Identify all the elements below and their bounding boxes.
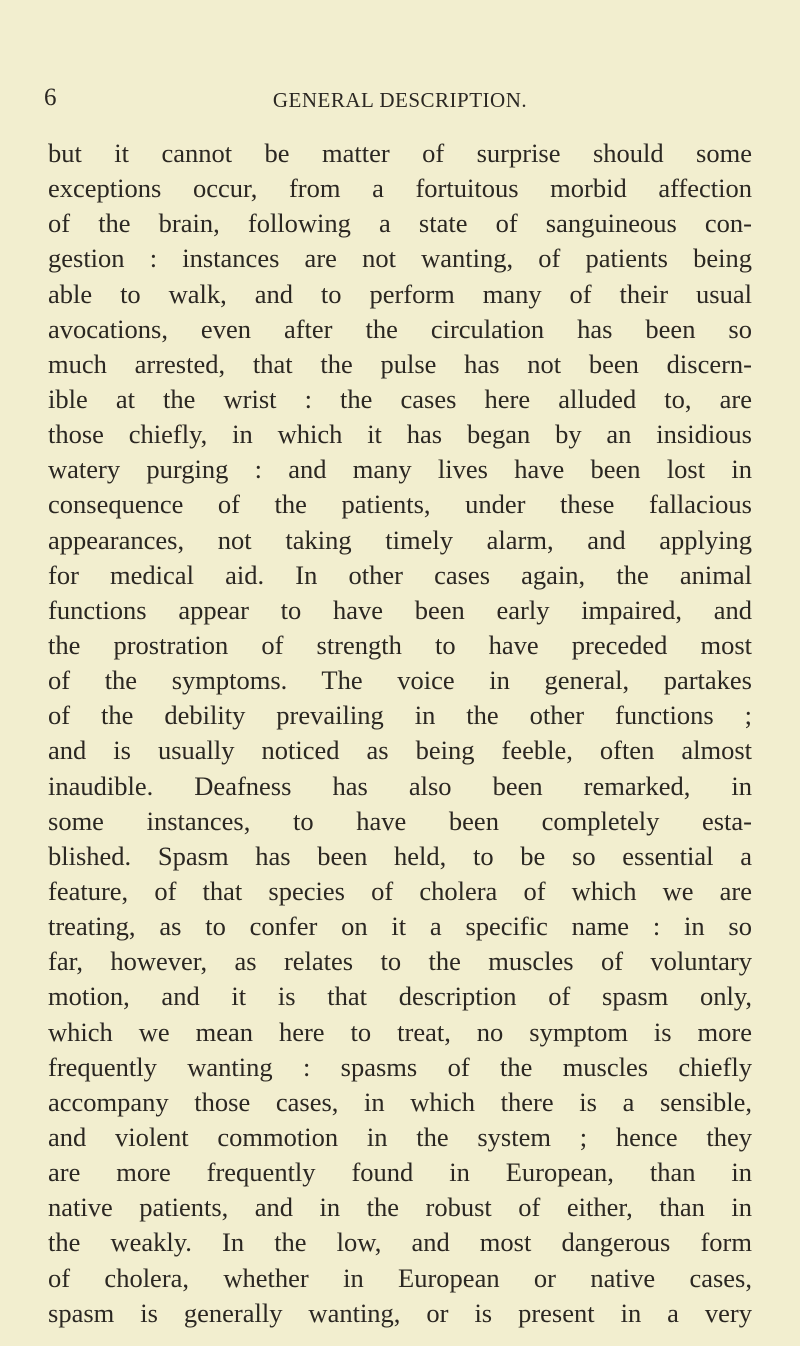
text-line: and violent commotion in the system ; hence they — [48, 1121, 752, 1152]
text-line: feature, of that species of cholera of which we are — [48, 875, 752, 906]
text-line: treating, as to confer on it a specific name : in so — [48, 911, 752, 942]
text-line: frequently wanting : spasms of the muscles chiefly — [48, 1051, 752, 1082]
text-line: consequence of the patients, under these fallacious — [48, 489, 752, 520]
text-line: the weakly. In the low, and most dangerous form — [48, 1227, 752, 1258]
page-number: 6 — [44, 84, 57, 111]
text-line: the prostration of strength to have preceded most — [48, 629, 752, 660]
text-line: of the debility prevailing in the other functions ; — [48, 700, 752, 731]
text-line: native patients, and in the robust of either, than in — [48, 1192, 752, 1223]
text-line: of the symptoms. The voice in general, partakes — [48, 665, 752, 696]
text-line: blished. Spasm has been held, to be so essential a — [48, 840, 752, 871]
text-line: are more frequently found in European, than in — [48, 1157, 752, 1188]
text-line: of the brain, following a state of sanguineous con- — [48, 208, 752, 239]
text-line: some instances, to have been completely esta- — [48, 805, 752, 836]
body-text — [48, 136, 752, 1331]
text-line: avocations, even after the circulation has been so — [48, 313, 752, 344]
text-line: watery purging : and many lives have been lost in — [48, 454, 752, 485]
text-line: and is usually noticed as being feeble, often almost — [48, 735, 752, 766]
text-line: of cholera, whether in European or native cases, — [48, 1262, 752, 1293]
text-line: gestion : instances are not wanting, of patients being — [48, 243, 752, 274]
text-line: ible at the wrist : the cases here alluded to, are — [48, 383, 752, 414]
text-line: appearances, not taking timely alarm, and applying — [48, 524, 752, 555]
text-line: accompany those cases, in which there is a sensible, — [48, 1086, 752, 1117]
text-line: which we mean here to treat, no symptom is more — [48, 1016, 752, 1047]
text-line: inaudible. Deafness has also been remarked, in — [48, 770, 752, 801]
text-line: far, however, as relates to the muscles of voluntary — [48, 946, 752, 977]
text-line: motion, and it is that description of spasm only, — [48, 981, 752, 1012]
text-line: spasm is generally wanting, or is present in a very — [48, 1297, 752, 1328]
running-head: GENERAL DESCRIPTION. — [272, 88, 528, 112]
text-line: those chiefly, in which it has began by an insidious — [48, 419, 752, 450]
text-line: functions appear to have been early impaired, and — [48, 594, 752, 625]
text-line: for medical aid. In other cases again, the animal — [48, 559, 752, 590]
text-line: exceptions occur, from a fortuitous morbid affection — [48, 173, 752, 204]
text-line: able to walk, and to perform many of their usual — [48, 278, 752, 309]
text-line: much arrested, that the pulse has not been discern- — [48, 348, 752, 379]
text-line: but it cannot be matter of surprise should some — [48, 138, 752, 168]
